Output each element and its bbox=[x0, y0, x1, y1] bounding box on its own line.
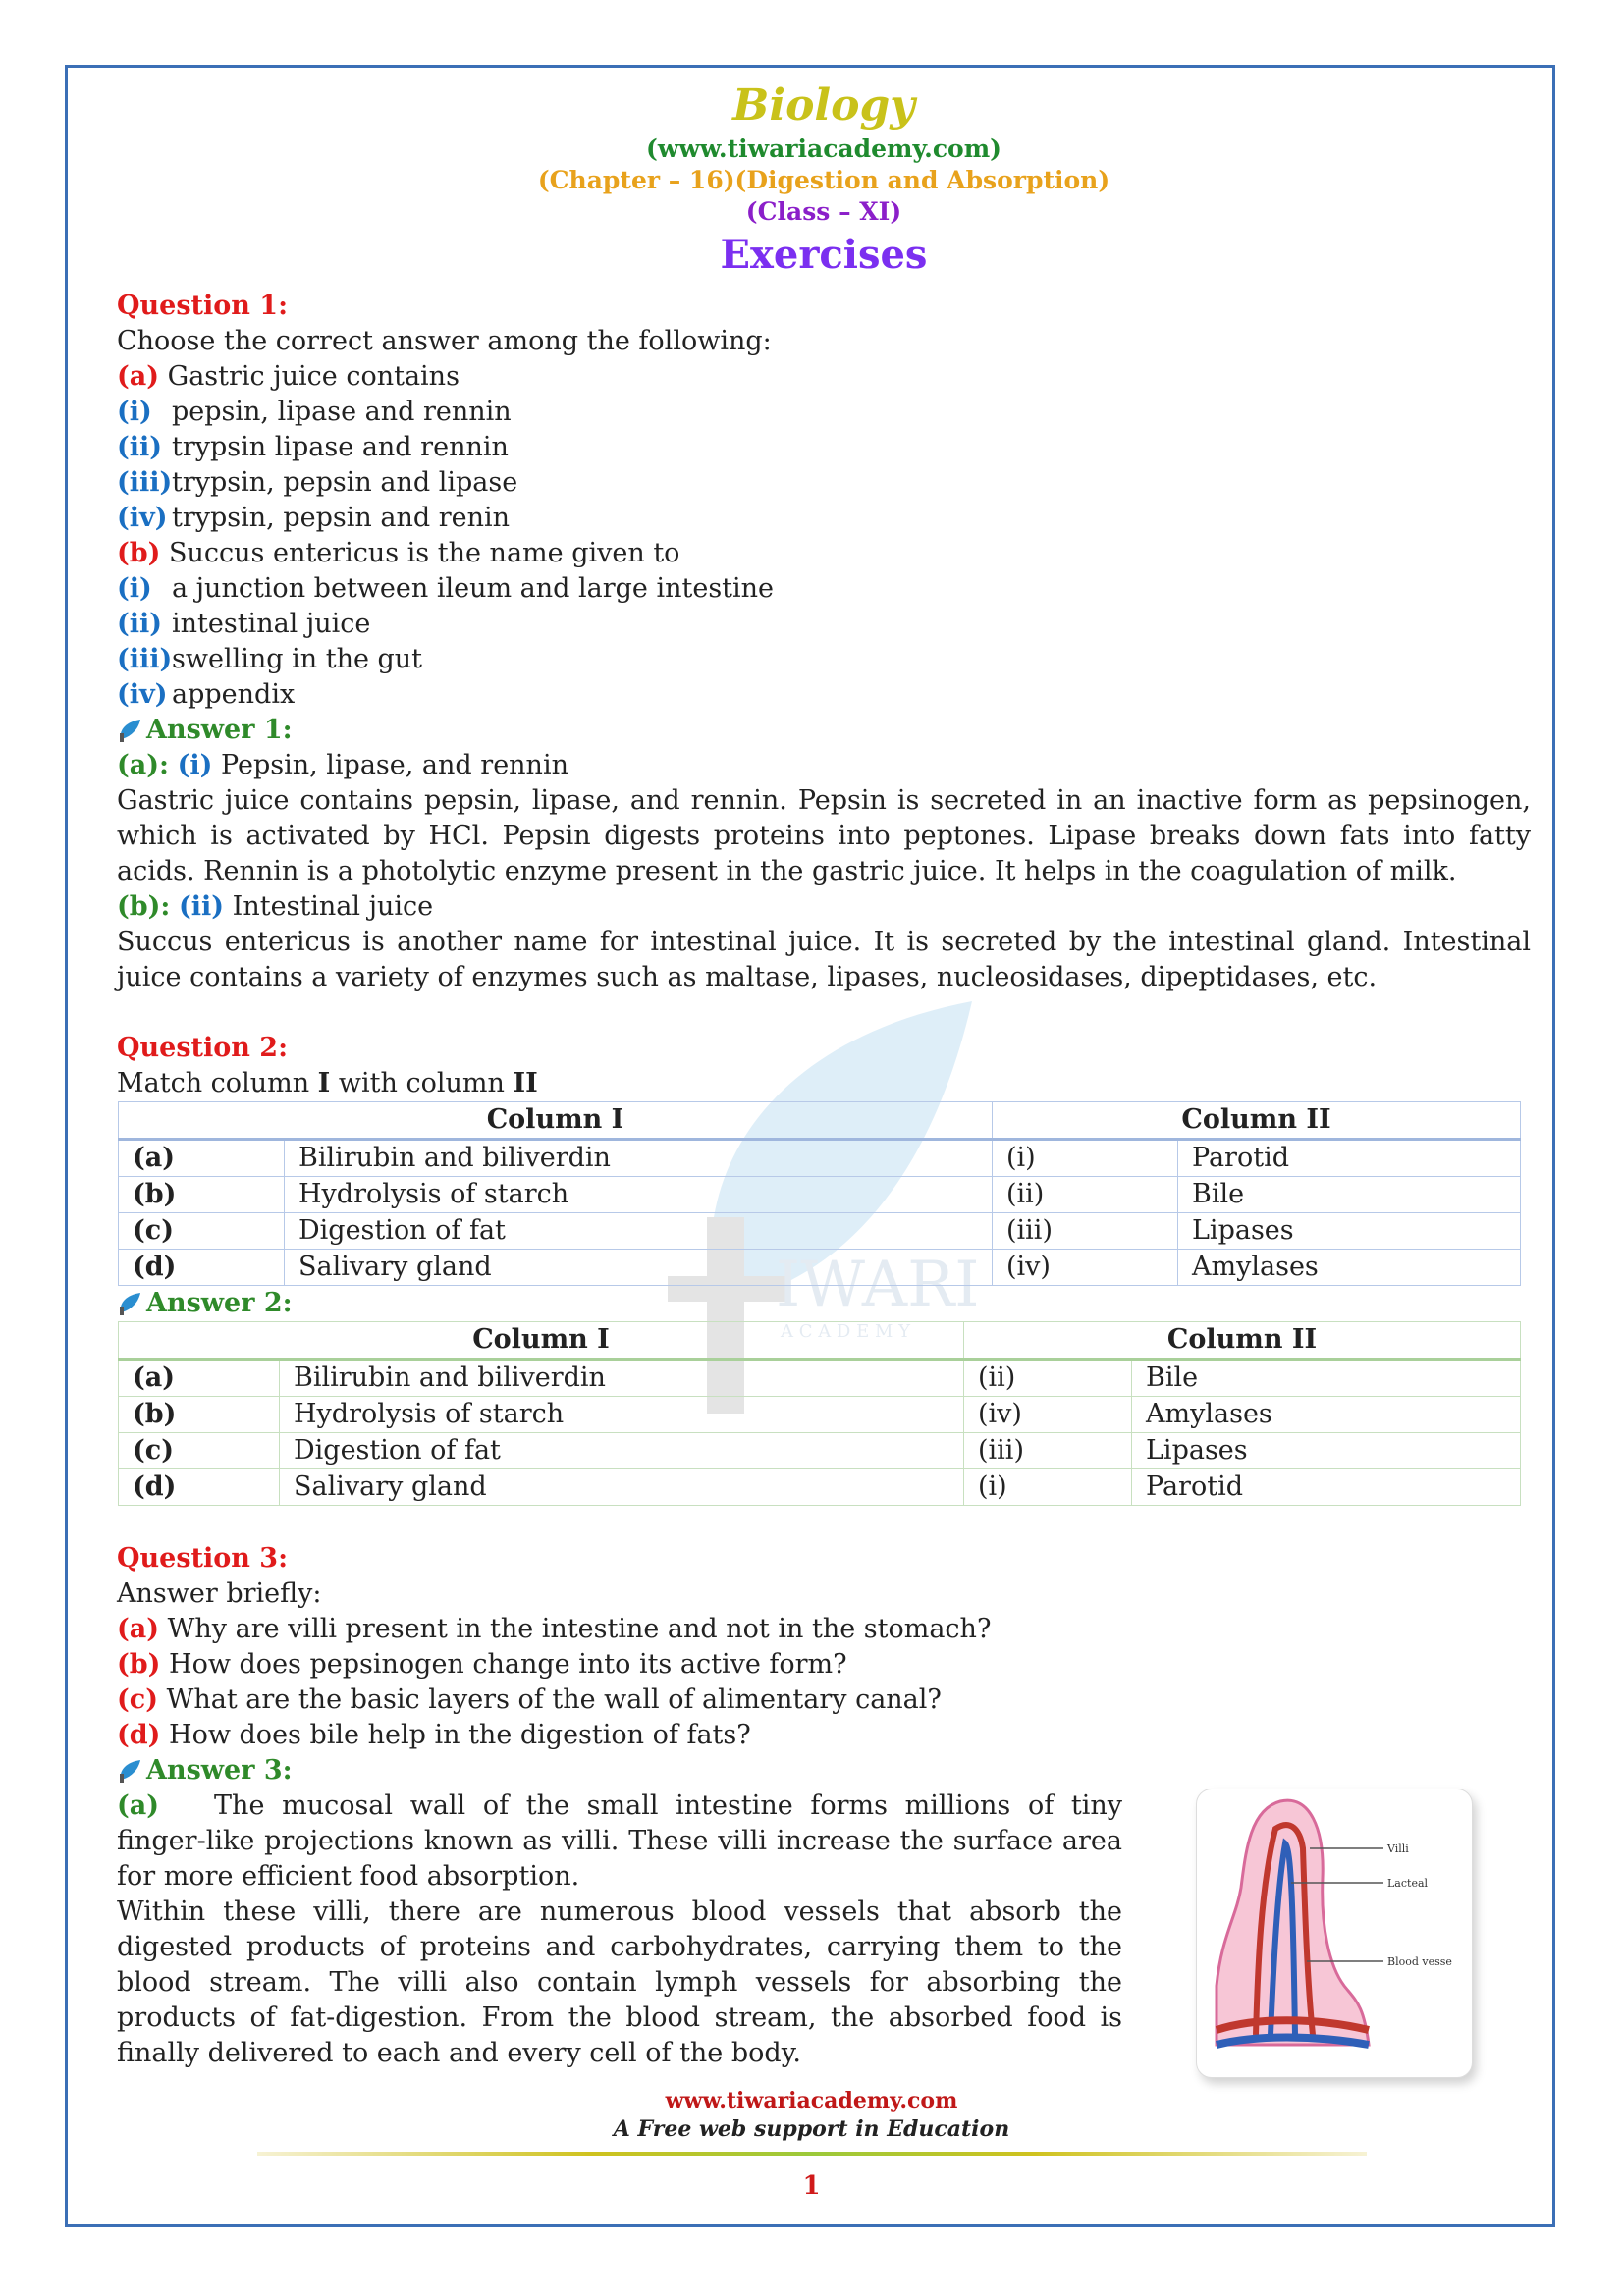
table-cell: (a) bbox=[119, 1360, 280, 1397]
table-cell: Parotid bbox=[1132, 1469, 1521, 1506]
option-label: (c) bbox=[117, 1684, 158, 1715]
answer-heading-text: Answer 2: bbox=[146, 1288, 293, 1318]
option-text: trypsin, pepsin and lipase bbox=[172, 467, 518, 498]
leaf-logo-icon bbox=[117, 718, 142, 743]
answer-text: Intestinal juice bbox=[232, 891, 434, 922]
answer-label: (b): bbox=[117, 891, 171, 922]
table-cell: (d) bbox=[119, 1469, 280, 1506]
footer-tagline: A Free web support in Education bbox=[613, 2116, 1010, 2142]
question-1a bbox=[117, 359, 1531, 395]
answer-2-table bbox=[118, 1321, 1521, 1506]
question-2-intro bbox=[117, 1066, 1531, 1101]
option-text: How does bile help in the digestion of fats? bbox=[169, 1720, 751, 1750]
option-text: trypsin lipase and rennin bbox=[172, 432, 509, 462]
table-cell: (a) bbox=[119, 1140, 285, 1177]
answer-paragraph: Within these villi, there are numerous blood vessels that absorb the digested products of proteins and carbohydrates, carrying them to the blood stream. The villi also contain lymph vessels for absorbing the products of fat-digestion. From the blood stream, the absorbed food is finally delivered to each and every cell of the body. bbox=[117, 1896, 1122, 2068]
option-text: a junction between ileum and large intestine bbox=[172, 573, 775, 604]
table-header-row bbox=[119, 1322, 1521, 1360]
answer-label: (a) bbox=[117, 1790, 160, 1821]
table-row bbox=[119, 1140, 1521, 1177]
table-cell: Bile bbox=[1132, 1360, 1521, 1397]
option-label: (a) bbox=[117, 1614, 160, 1644]
leaf-logo-icon bbox=[117, 1291, 142, 1316]
list-item bbox=[117, 571, 1531, 607]
list-item bbox=[117, 501, 1531, 536]
answer-option: (ii) bbox=[179, 891, 225, 922]
table-cell: Bilirubin and biliverdin bbox=[280, 1360, 964, 1397]
list-item bbox=[117, 1682, 1531, 1718]
villi-diagram bbox=[1196, 1789, 1473, 2078]
option-label: (ii) bbox=[117, 609, 163, 639]
option-label: (iii) bbox=[117, 467, 173, 498]
question-1b bbox=[117, 536, 1531, 571]
answer-paragraph: The mucosal wall of the small intestine forms millions of tiny finger-like projections known as villi. These villi increase the surface area for more efficient food absorption. bbox=[117, 1790, 1122, 1892]
question-3-intro: Answer briefly: bbox=[117, 1578, 322, 1609]
table-row bbox=[119, 1177, 1521, 1213]
question-2-table bbox=[118, 1101, 1521, 1286]
answer-label: (a): bbox=[117, 750, 170, 780]
option-text: Succus entericus is the name given to bbox=[169, 538, 680, 568]
label-lacteal: Lacteal bbox=[1387, 1877, 1429, 1890]
label-villi: Villi bbox=[1387, 1842, 1409, 1855]
table-cell: Lipases bbox=[1132, 1433, 1521, 1469]
option-text: Why are villi present in the intestine and not in the stomach? bbox=[167, 1614, 992, 1644]
table-cell: Bile bbox=[1178, 1177, 1521, 1213]
answer-1-heading bbox=[117, 713, 1531, 748]
table-cell: Parotid bbox=[1178, 1140, 1521, 1177]
table-cell: (ii) bbox=[993, 1177, 1178, 1213]
intro-text: Match column bbox=[117, 1068, 318, 1098]
column-header: Column II bbox=[964, 1322, 1521, 1360]
site-url: (www.tiwariacademy.com) bbox=[645, 134, 1001, 163]
list-item bbox=[117, 430, 1531, 465]
answer-1a bbox=[117, 748, 1531, 783]
table-cell: Amylases bbox=[1132, 1397, 1521, 1433]
table-cell: Salivary gland bbox=[285, 1250, 993, 1286]
option-label: (iii) bbox=[117, 644, 173, 674]
column-header: Column II bbox=[993, 1102, 1521, 1140]
answer-3-heading bbox=[117, 1753, 1531, 1789]
list-item bbox=[117, 1612, 1531, 1647]
option-text: intestinal juice bbox=[172, 609, 371, 639]
table-cell: (iii) bbox=[993, 1213, 1178, 1250]
table-row bbox=[119, 1360, 1521, 1397]
option-label: (d) bbox=[117, 1720, 161, 1750]
option-label: (i) bbox=[117, 573, 152, 604]
question-2-heading: Question 2: bbox=[117, 1033, 289, 1063]
footer-divider bbox=[257, 2152, 1367, 2156]
watermark-text: IWARI bbox=[776, 1249, 980, 1321]
table-row bbox=[119, 1397, 1521, 1433]
class-label: (Class – XI) bbox=[745, 197, 902, 226]
option-text: pepsin, lipase and rennin bbox=[172, 397, 512, 427]
table-cell: (i) bbox=[993, 1140, 1178, 1177]
column-header: Column I bbox=[119, 1322, 964, 1360]
table-cell: Lipases bbox=[1178, 1213, 1521, 1250]
leaf-logo-icon bbox=[117, 1758, 142, 1784]
subject-title: Biology bbox=[732, 80, 915, 131]
option-label: (a) bbox=[117, 361, 160, 392]
option-text: How does pepsinogen change into its active form? bbox=[169, 1649, 847, 1680]
table-header-row bbox=[119, 1102, 1521, 1140]
list-item bbox=[117, 465, 1531, 501]
table-cell: (iv) bbox=[964, 1397, 1132, 1433]
option-text: trypsin, pepsin and renin bbox=[172, 503, 510, 533]
table-cell: (ii) bbox=[964, 1360, 1132, 1397]
watermark-subtext: A C A D E M Y bbox=[781, 1321, 910, 1342]
option-label: (i) bbox=[117, 397, 152, 427]
list-item bbox=[117, 607, 1531, 642]
option-label: (iv) bbox=[117, 679, 168, 710]
list-item bbox=[117, 1647, 1531, 1682]
table-cell: (i) bbox=[964, 1469, 1132, 1506]
table-row bbox=[119, 1433, 1521, 1469]
table-row bbox=[119, 1250, 1521, 1286]
question-3-heading: Question 3: bbox=[117, 1543, 289, 1574]
answer-option: (i) bbox=[177, 750, 213, 780]
option-label: (ii) bbox=[117, 432, 163, 462]
intro-col-i: I bbox=[317, 1068, 331, 1098]
option-text: appendix bbox=[172, 679, 296, 710]
table-cell: Bilirubin and biliverdin bbox=[285, 1140, 993, 1177]
label-blood-vessel: Blood vesse bbox=[1387, 1955, 1452, 1968]
list-item bbox=[117, 642, 1531, 677]
table-cell: (iv) bbox=[993, 1250, 1178, 1286]
table-cell: Digestion of fat bbox=[280, 1433, 964, 1469]
table-cell: (iii) bbox=[964, 1433, 1132, 1469]
table-row bbox=[119, 1213, 1521, 1250]
page-content bbox=[117, 79, 1531, 2071]
intro-col-ii: II bbox=[513, 1068, 538, 1098]
table-cell: (b) bbox=[119, 1397, 280, 1433]
answer-1b-explanation: Succus entericus is another name for intestinal juice. It is secreted by the intestinal gland. Intestinal juice contains a variety of enzymes such as maltase, lipases, nucleosidases, dipeptidases, etc. bbox=[117, 927, 1531, 992]
footer-url: www.tiwariacademy.com bbox=[665, 2088, 958, 2113]
option-label: (b) bbox=[117, 1649, 161, 1680]
answer-3-body bbox=[117, 1789, 1531, 2071]
answer-heading-text: Answer 1: bbox=[146, 715, 293, 745]
question-1-intro: Choose the correct answer among the following: bbox=[117, 326, 772, 356]
list-item bbox=[117, 395, 1531, 430]
villi-illustration bbox=[1197, 1789, 1472, 2077]
intro-text: with column bbox=[330, 1068, 514, 1098]
list-item bbox=[117, 1718, 1531, 1753]
table-cell: Hydrolysis of starch bbox=[285, 1177, 993, 1213]
table-cell: (c) bbox=[119, 1433, 280, 1469]
table-row bbox=[119, 1469, 1521, 1506]
answer-text: Pepsin, lipase, and rennin bbox=[221, 750, 568, 780]
option-text: What are the basic layers of the wall of alimentary canal? bbox=[166, 1684, 942, 1715]
section-title: Exercises bbox=[720, 232, 928, 278]
table-cell: Hydrolysis of starch bbox=[280, 1397, 964, 1433]
answer-2-heading bbox=[117, 1286, 1531, 1321]
chapter-title: (Chapter – 16)(Digestion and Absorption) bbox=[537, 166, 1110, 194]
question-1-heading: Question 1: bbox=[117, 291, 289, 321]
answer-heading-text: Answer 3: bbox=[146, 1755, 293, 1786]
option-text: Gastric juice contains bbox=[167, 361, 460, 392]
column-header: Column I bbox=[119, 1102, 993, 1140]
table-cell: Digestion of fat bbox=[285, 1213, 993, 1250]
option-label: (iv) bbox=[117, 503, 168, 533]
answer-1a-explanation: Gastric juice contains pepsin, lipase, and rennin. Pepsin is secreted in an inactive form as pepsinogen, which is activated by HCl. Pepsin digests proteins into peptones. Lipase breaks down fats into fatty acids. Rennin is a photolytic enzyme present in the gastric juice. It helps in the coagulation of milk. bbox=[117, 785, 1531, 886]
table-cell: (d) bbox=[119, 1250, 285, 1286]
answer-3a-text bbox=[117, 1789, 1122, 2071]
table-cell: Salivary gland bbox=[280, 1469, 964, 1506]
option-label: (b) bbox=[117, 538, 161, 568]
option-text: swelling in the gut bbox=[172, 644, 423, 674]
table-cell: (c) bbox=[119, 1213, 285, 1250]
list-item bbox=[117, 677, 1531, 713]
page-number: 1 bbox=[802, 2171, 821, 2201]
answer-1b bbox=[117, 889, 1531, 925]
table-cell: (b) bbox=[119, 1177, 285, 1213]
table-cell: Amylases bbox=[1178, 1250, 1521, 1286]
